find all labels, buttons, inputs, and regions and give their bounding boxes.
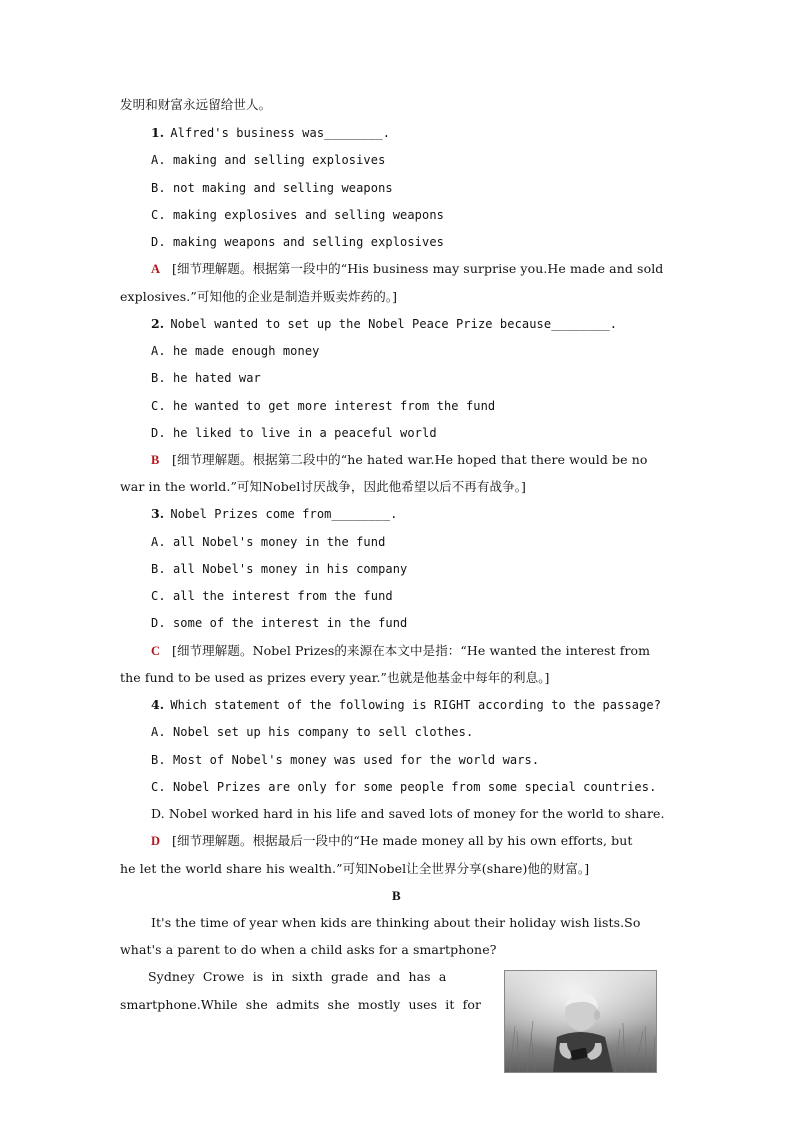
option-text: C. all the interest from the fund: [151, 589, 393, 603]
question-text: Which statement of the following is RIGHT according to the passage?: [163, 698, 662, 712]
answer-letter: C: [151, 644, 161, 658]
option-text: B. Most of Nobel's money was used for the world wars.: [151, 753, 540, 767]
option-text: C. Nobel Prizes are only for some people from some special countries.: [151, 780, 657, 794]
explanation-text: war in the world.”可知Nobel讨厌战争，因此他希望以后不再有战争。]: [120, 479, 527, 494]
question-number: 3.: [151, 506, 165, 521]
question-number: 4.: [151, 697, 165, 712]
option-text: D. he liked to live in a peaceful world: [151, 426, 437, 440]
option-text: B. all Nobel's money in his company: [151, 562, 408, 576]
question-number: 2.: [151, 316, 165, 331]
explanation-text: [细节理解题。根据最后一段中的“He made money all by his own efforts, but: [172, 833, 633, 848]
option-text: A. he made enough money: [151, 344, 320, 358]
passage-text: smartphone.While she admits she mostly uses it for: [120, 997, 482, 1012]
explanation-text: [细节理解题。根据第二段中的“he hated war.He hoped that there would be no: [172, 452, 648, 467]
option-text: A. all Nobel's money in the fund: [151, 535, 386, 549]
passage-text: Sydney Crowe is in sixth grade and has a: [148, 969, 447, 984]
option-text: A. making and selling explosives: [151, 153, 386, 167]
answer-letter: B: [151, 453, 160, 467]
explanation-text: the fund to be used as prizes every year.”也就是他基金中每年的利息。]: [120, 670, 550, 685]
option-text: C. he wanted to get more interest from the fund: [151, 399, 496, 413]
question-number: 1.: [151, 125, 165, 140]
answer-letter: D: [151, 834, 161, 848]
passage-text: It's the time of year when kids are thinking about their holiday wish lists.So: [151, 915, 641, 930]
passage-text: what's a parent to do when a child asks for a smartphone?: [120, 942, 497, 957]
option-text: D. some of the interest in the fund: [151, 616, 408, 630]
question-text: Nobel Prizes come from________.: [163, 507, 398, 521]
question-text: Alfred's business was________.: [163, 126, 391, 140]
child-with-phone-photo: [504, 970, 657, 1073]
explanation-text: he let the world share his wealth.”可知Nobel让全世界分享(share)他的财富。]: [120, 861, 590, 876]
option-text: B. not making and selling weapons: [151, 181, 393, 195]
question-text: Nobel wanted to set up the Nobel Peace Prize because________.: [163, 317, 618, 331]
option-text: B. he hated war: [151, 371, 261, 385]
option-text: A. Nobel set up his company to sell clothes.: [151, 725, 474, 739]
explanation-text: [细节理解题。根据第一段中的“His business may surprise you.He made and sold: [172, 261, 664, 276]
explanation-text: [细节理解题。Nobel Prizes的来源在本文中是指：“He wanted the interest from: [172, 643, 651, 658]
option-text: C. making explosives and selling weapons: [151, 208, 444, 222]
intro-text: 发明和财富永远留给世人。: [120, 97, 272, 112]
section-heading: B: [392, 888, 401, 903]
option-text: D. Nobel worked hard in his life and saved lots of money for the world to share.: [151, 806, 665, 821]
option-text: D. making weapons and selling explosives: [151, 235, 444, 249]
explanation-text: explosives.”可知他的企业是制造并贩卖炸药的。]: [120, 289, 398, 304]
answer-letter: A: [151, 262, 161, 276]
